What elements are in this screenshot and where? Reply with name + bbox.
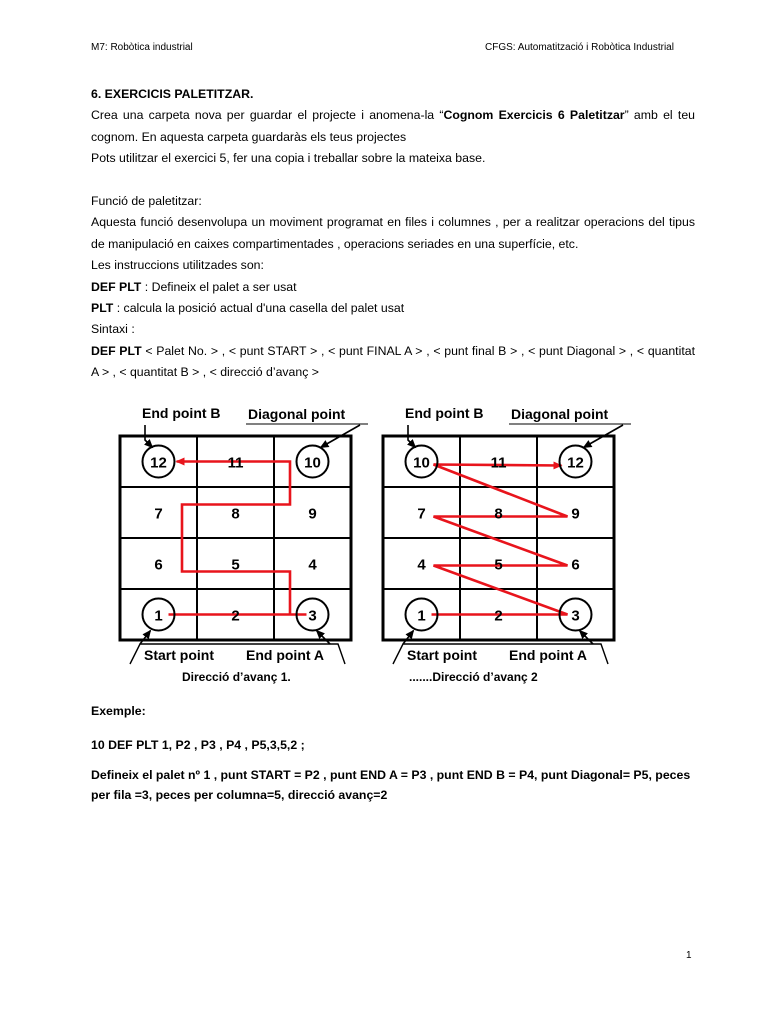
def-plt-keyword: DEF PLT — [91, 279, 142, 294]
plt-text: : calcula la posició actual d'una casella del palet usat — [113, 301, 405, 316]
syntax-label: Sintaxi : — [91, 322, 135, 337]
cell-number: 4 — [417, 556, 426, 574]
cell-number: 6 — [571, 556, 580, 574]
intro-post: ” amb el teu cognom. En aquesta carpeta guardaràs els teus projectes — [91, 108, 695, 144]
label-end-point-a: End point A — [246, 647, 325, 663]
cell-number: 5 — [494, 556, 503, 574]
right-pallet-panel — [383, 405, 631, 684]
syntax-text: < Palet No. > , < punt START > , < punt FINAL A > , < punt final B > , < punt Diagonal > , < quantitat A > , < quantitat B > , < direcció d’avanç > — [91, 343, 695, 380]
copy-exercise-line: Pots utilitzar el exercici 5, fer una copia i treballar sobre la mateixa base. — [91, 151, 486, 166]
syntax-keyword: DEF PLT — [91, 343, 142, 358]
label-end-point-a: End point A — [509, 647, 588, 663]
plt-line — [91, 298, 695, 319]
syntax-line — [91, 341, 695, 384]
pointer-arrow — [317, 631, 331, 645]
label-end-point-b: End point B — [405, 405, 484, 421]
cell-number: 7 — [417, 505, 426, 523]
label-start-point: Start point — [144, 647, 214, 663]
intro-pre: Crea una carpeta nova per guardar el projecte i anomena-la “ — [91, 108, 444, 123]
example-code: 10 DEF PLT 1, P2 , P3 , P4 , P5,3,5,2 ; — [91, 738, 305, 752]
section-title: 6. EXERCICIS PALETITZAR. — [91, 87, 254, 101]
cell-number: 1 — [154, 607, 163, 625]
cell-number: 11 — [227, 454, 244, 472]
function-title: Funció de paletitzar: — [91, 194, 202, 209]
cell-number: 7 — [154, 505, 163, 523]
pointer-arrow — [580, 631, 594, 645]
cell-number: 2 — [231, 607, 240, 625]
spacer — [91, 170, 695, 191]
header-left: M7: Robòtica industrial — [91, 42, 193, 53]
cell-number: 3 — [308, 607, 317, 625]
example-explanation: Defineix el palet nº 1 , punt START = P2 , punt END A = P3 , punt END B = P4, punt Diagonal= P5, peces per fila =3, peces per columna=5, direcció avanç=2 — [91, 768, 691, 802]
cell-number: 8 — [231, 505, 240, 523]
pointer-arrow — [140, 631, 151, 645]
cell-number: 9 — [308, 505, 317, 523]
label-diagonal-point: Diagonal point — [248, 406, 346, 422]
header-right: CFGS: Automatització i Robòtica Industrial — [485, 42, 674, 53]
example-label: Exemple: — [91, 704, 146, 718]
cell-number: 10 — [413, 454, 430, 472]
caption: Direcció d’avanç 1. — [182, 670, 291, 684]
label-end-point-b: End point B — [142, 405, 221, 421]
def-plt-text: : Defineix el palet a ser usat — [141, 279, 297, 294]
label-start-point: Start point — [407, 647, 477, 663]
def-plt-line — [91, 277, 695, 298]
cell-number: 8 — [494, 505, 503, 523]
cell-number: 12 — [150, 454, 167, 472]
document-body — [91, 84, 695, 384]
function-description: Aquesta funció desenvolupa un moviment programat en files i columnes , per a realitzar operacions del tipus de manipulació en caixes compartimentades , operacions seriades en una superfície, etc. — [91, 215, 695, 251]
instructions-intro: Les instruccions utilitzades son: — [91, 258, 264, 273]
palletizing-diagram — [0, 392, 768, 692]
plt-keyword: PLT — [91, 301, 114, 316]
cell-number: 12 — [567, 454, 584, 472]
cell-number: 10 — [304, 454, 321, 472]
intro-folder-name: Cognom Exercicis 6 Paletitzar — [443, 108, 625, 123]
cell-number: 2 — [494, 607, 503, 625]
cell-number: 4 — [308, 556, 317, 574]
page-number: 1 — [686, 950, 692, 961]
cell-number: 3 — [571, 607, 580, 625]
cell-number: 1 — [417, 607, 426, 625]
pointer-arrow — [403, 631, 414, 645]
cell-number: 11 — [490, 454, 507, 472]
cell-number: 9 — [571, 505, 580, 523]
cell-number: 5 — [231, 556, 240, 574]
label-diagonal-point: Diagonal point — [511, 406, 609, 422]
intro-paragraph — [91, 105, 695, 148]
left-pallet-panel — [120, 405, 368, 684]
caption: .......Direcció d’avanç 2 — [409, 670, 538, 684]
cell-number: 6 — [154, 556, 163, 574]
